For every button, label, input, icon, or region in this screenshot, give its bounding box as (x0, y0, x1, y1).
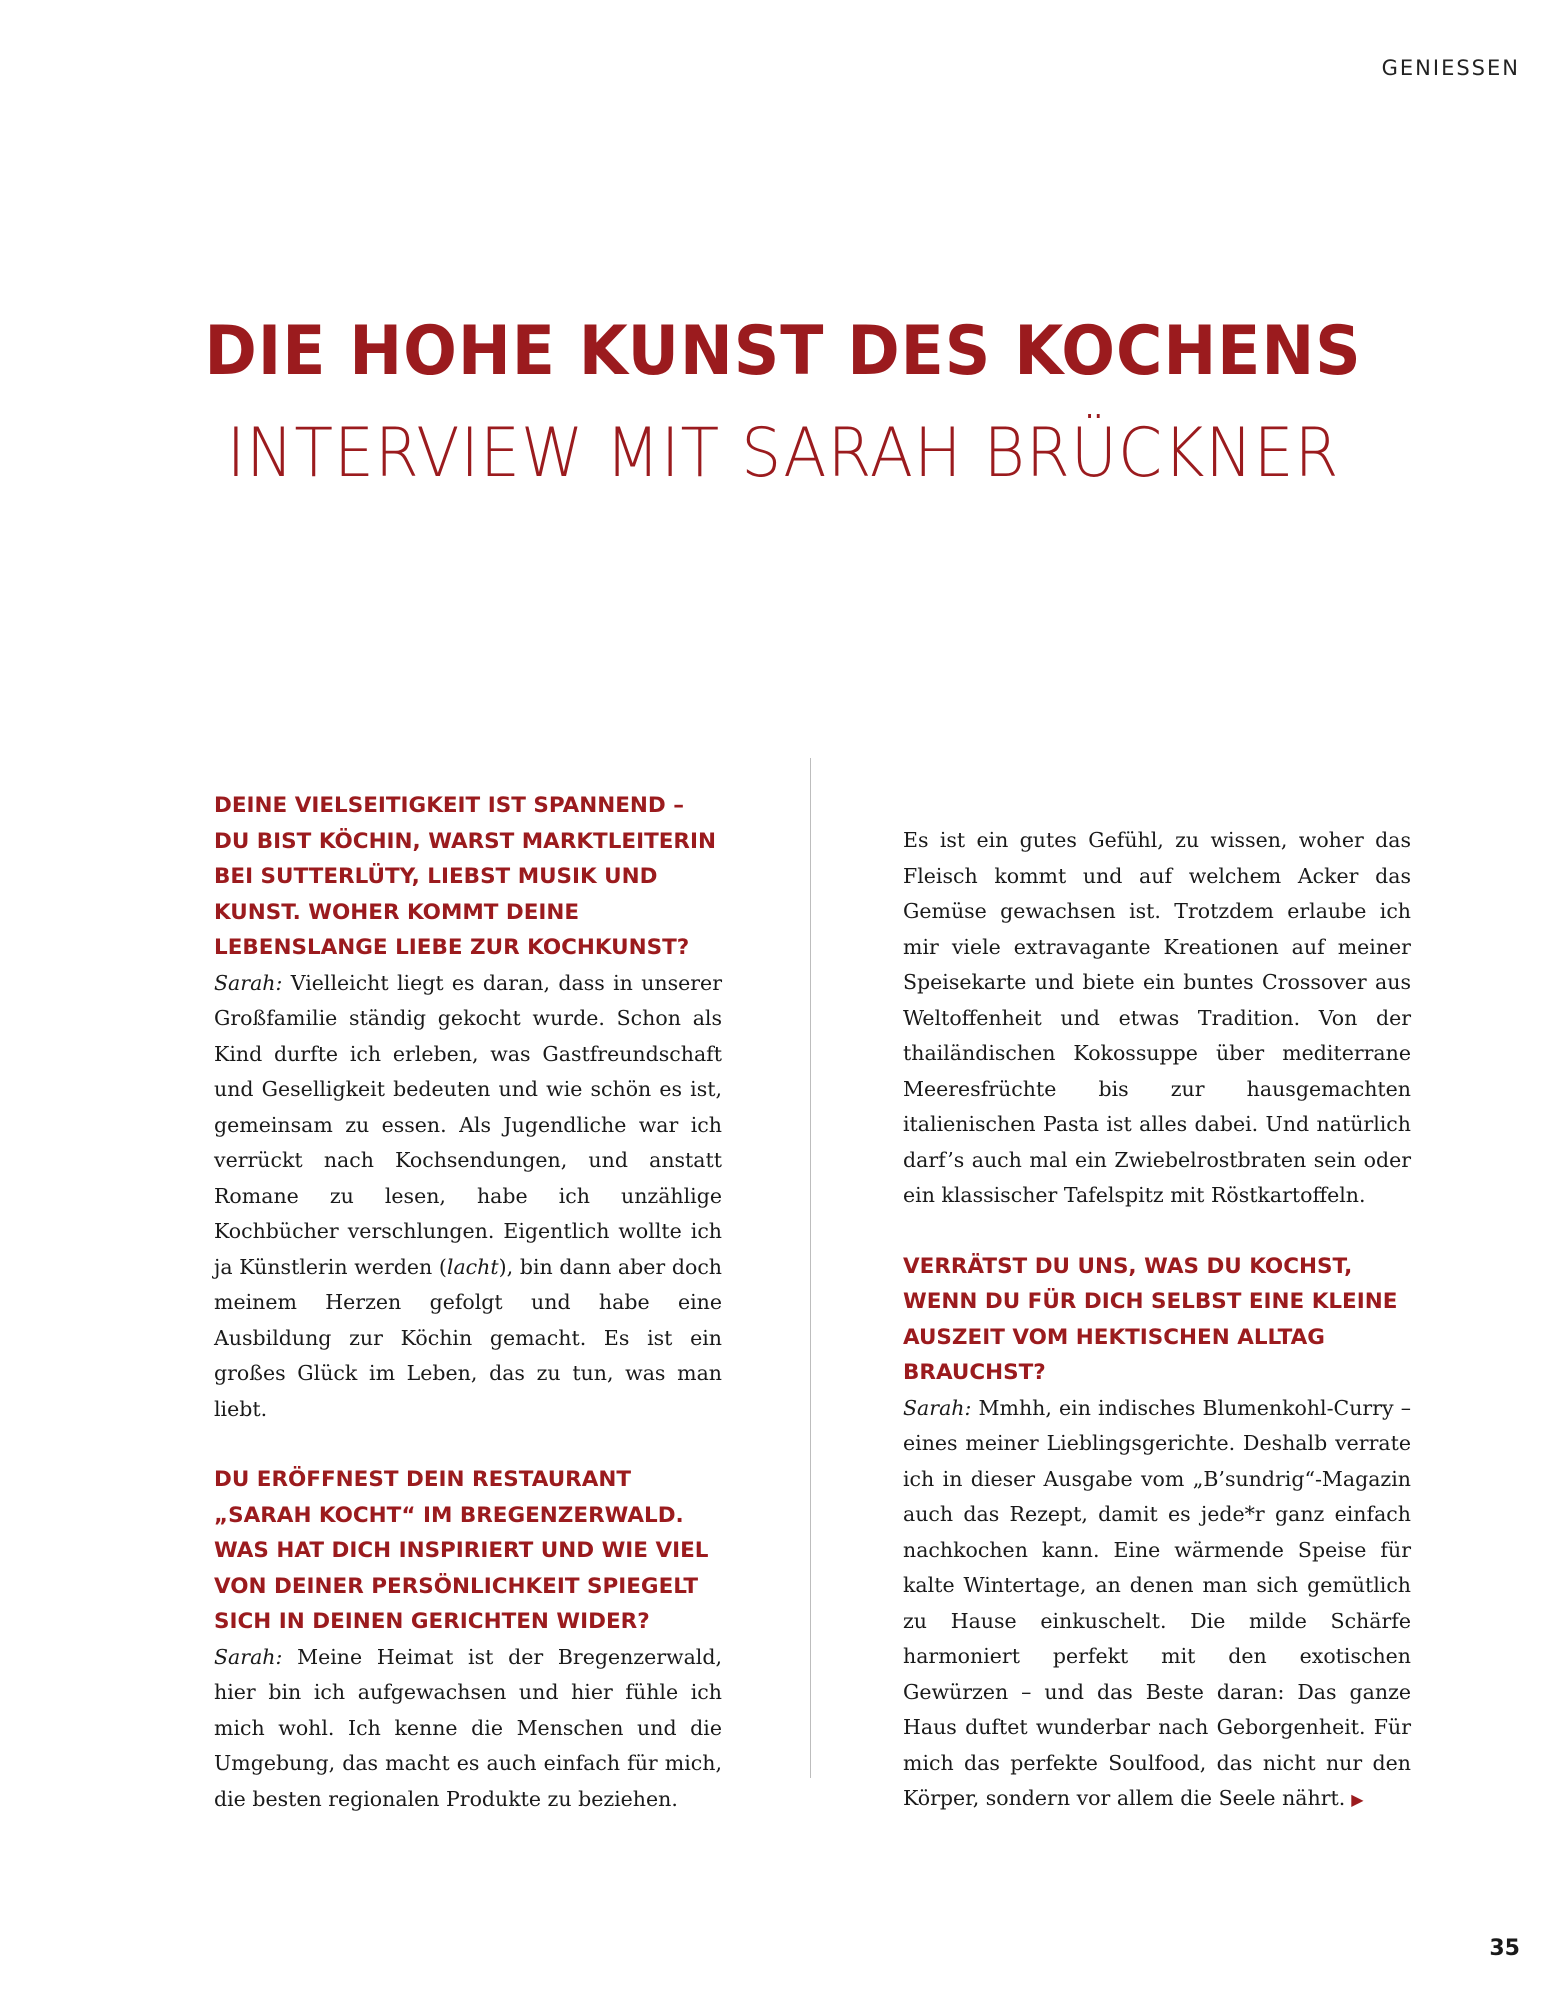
answer-2-continued: Es ist ein gutes Gefühl, zu wissen, woher das Fleisch kommt und auf welchem Acker das Gemüse gewachsen ist. Trotzdem erlaube ich mir viele extravagante Kreationen auf meiner Speisekarte und biete ein buntes Crossover aus Weltoffenheit und etwas Tradition. Von der thailändischen Kokossuppe über mediterrane Meeresfrüchte bis zur hausgemachten italienischen Pasta ist alles dabei. Und natürlich darf’s auch mal ein Zwiebelrostbraten sein oder ein klassischer Tafelspitz mit Röstkartoffeln. (903, 828, 1411, 1207)
speaker-label: Sarah: (214, 970, 283, 995)
speaker-label: Sarah: (214, 1644, 283, 1669)
article-subtitle: INTERVIEW MIT SARAH BRÜCKNER (226, 414, 1340, 493)
question-1: DEINE VIELSEITIGKEIT IST SPANNEND – DU BIST KÖCHIN, WARST MARKTLEITERIN BEI SUTTERLÜTY, LIEBST MUSIK UND KUNST. WOHER KOMMT DEINE LEBENSLANGE LIEBE ZUR KOCHKUNST? (214, 793, 716, 960)
column-divider (810, 758, 811, 1778)
answer-2 (214, 1640, 722, 1818)
left-column (214, 788, 722, 1817)
article-title: DIE HOHE KUNST DES KOCHENS (204, 312, 1362, 391)
page-number: 35 (1489, 1936, 1520, 1961)
answer-1-italic: lacht (446, 1254, 499, 1279)
answer-2-text: Meine Heimat ist der Bregenzerwald, hier bin ich aufgewachsen und hier fühle ich mich wohl. Ich kenne die Menschen und die Umgebung, das macht es auch einfach für mich, die besten regionalen Produkte zu beziehen. (214, 1644, 722, 1811)
answer-1-text: Vielleicht liegt es daran, dass in unserer Großfamilie ständig gekocht wurde. Schon als Kind durfte ich erleben, was Gastfreundschaft und Geselligkeit bedeuten und wie schön es ist, gemeinsam zu essen. Als Jugendliche war ich verrückt nach Kochsendungen, und anstatt Romane zu lesen, habe ich unzählige Kochbücher verschlungen. Eigentlich wollte ich ja Künstlerin werden ( (214, 970, 722, 1279)
right-column (903, 823, 1411, 1818)
speaker-label: Sarah: (903, 1395, 972, 1420)
answer-1-text-end: ), bin dann aber doch meinem Herzen gefolgt und habe eine Ausbildung zur Köchin gemacht. Es ist ein großes Glück im Leben, das zu tun, was man liebt. (214, 1254, 722, 1421)
continue-arrow-icon: ▶ (1351, 1790, 1364, 1809)
answer-1 (214, 966, 722, 1428)
answer-3 (903, 1391, 1411, 1818)
question-3: VERRÄTST DU UNS, WAS DU KOCHST, WENN DU FÜR DICH SELBST EINE KLEINE AUSZEIT VOM HEKTISCHEN ALLTAG BRAUCHST? (903, 1253, 1398, 1385)
section-label: GENIESSEN (1381, 56, 1520, 80)
question-2: DU ERÖFFNEST DEIN RESTAURANT „SARAH KOCHT“ IM BREGENZERWALD. WAS HAT DICH INSPIRIERT UND WIE VIEL VON DEINER PERSÖNLICHKEIT SPIEGELT SICH IN DEINEN GERICHTEN WIDER? (214, 1467, 709, 1634)
answer-3-text: Mmhh, ein indisches Blumenkohl-Curry – eines meiner Lieblingsgerichte. Deshalb verrate ich in dieser Ausgabe vom „B’sundrig“-Magazin auch das Rezept, damit es jede*r ganz einfach nachkochen kann. Eine wärmende Speise für kalte Wintertage, an denen man sich gemütlich zu Hause einkuschelt. Die milde Schärfe harmoniert perfekt mit den exotischen Gewürzen – und das Beste daran: Das ganze Haus duftet wunderbar nach Geborgenheit. Für mich das perfekte Soulfood, das nicht nur den Körper, sondern vor allem die Seele nährt. (903, 1395, 1411, 1810)
